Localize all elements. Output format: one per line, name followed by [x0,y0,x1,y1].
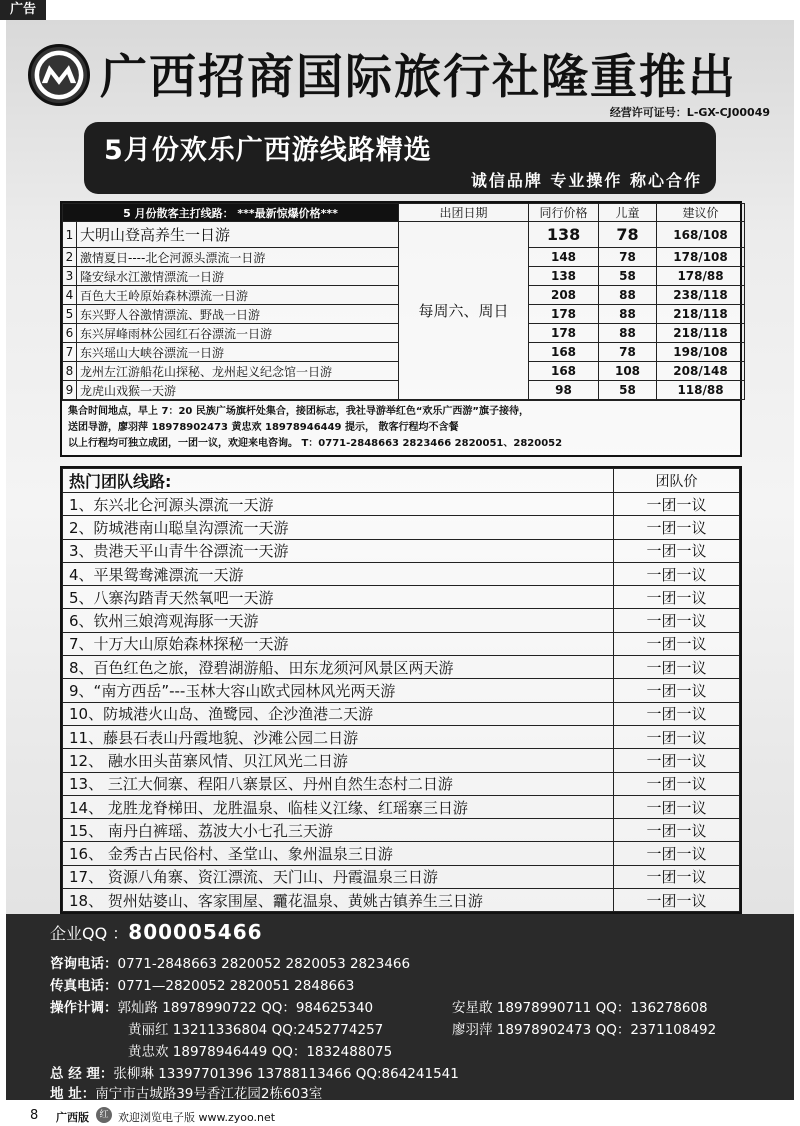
table-row: 17、 资源八角寨、资江漂流、天门山、丹霞温泉三日游 一团一议 [63,865,740,888]
individual-tour-table [60,201,742,457]
banner-title: 5月份欢乐广西游线路精选 [104,135,432,166]
table-row: 4、平果鸳鸯滩漂流一天游 一团一议 [63,562,740,585]
website-link[interactable]: 欢迎浏览电子版 www.zyoo.net [118,1111,276,1124]
table-row: 8、百色红色之旅，澄碧湖游船、田东龙须河风景区两天游 一团一议 [63,656,740,679]
table-row: 16、 金秀古占民俗村、圣堂山、象州温泉三日游 一团一议 [63,842,740,865]
address: 地 址：南宁市古城路39号香江花园2栋603室 [50,1086,323,1102]
note-line: 以上行程均可独立成团，一团一议，欢迎来电咨询。 T：0771-2848663 2823466 2820051、2820052 [68,438,563,449]
table-row: 10、防城港火山岛、渔鹭园、企沙渔港二天游 一团一议 [63,702,740,725]
table-row: 8 龙州左江游船花山探秘、龙州起义纪念馆一日游 168 108 208/148 [63,362,745,381]
page-footer [0,1104,800,1126]
promo-banner [84,122,716,194]
table-row: 9、“南方西岳”---玉林大容山欧式园林风光两天游 一团一议 [63,679,740,702]
table-row: 7、十万大山原始森林探秘一天游 一团一议 [63,632,740,655]
table-row: 6、钦州三娘湾观海豚一天游 一团一议 [63,609,740,632]
table-header-child: 儿童 [599,204,657,222]
table-row: 1、东兴北仑河源头漂流一天游 一团一议 [63,493,740,516]
company-logo-icon [28,44,90,106]
consult-phone: 咨询电话：0771-2848663 2820052 2820053 2823466 [50,956,411,972]
table-row: 7 东兴瑶山大峡谷漂流一日游 168 78 198/108 [63,343,745,362]
table-row: 13、 三江大侗寨、程阳八寨景区、丹州自然生态村二日游 一团一议 [63,772,740,795]
operators-line-2: 黄丽红 13211336804 QQ:2452774257 [128,1022,384,1038]
qq-number: 800005466 [128,920,263,944]
operators-line-3: 黄忠欢 18978946449 QQ：1832488075 [128,1044,393,1060]
table-row: 18、 贺州姑婆山、客家围屋、龗花温泉、黄姚古镇养生三日游 一团一议 [63,889,740,912]
table-row: 5、八寨沟踏青天然氧吧一天游 一团一议 [63,586,740,609]
table-row: 1 大明山登高养生一日游 每周六、周日 138 78 168/108 [63,222,745,248]
table-row: 12、 融水田头苗寨风情、贝江风光二日游 一团一议 [63,749,740,772]
edition-name: 广西版 [56,1111,89,1124]
contact-footer [6,914,794,1100]
operators-line-1: 操作计调：郭灿路 18978990722 QQ：984625340 [50,1000,374,1016]
page-number: 8 [30,1108,39,1123]
table-header-routes: 5 月份散客主打线路： ***最新惊爆价格*** [63,204,399,222]
general-manager: 总 经 理：张柳琳 13397701396 13788113466 QQ:864241541 [50,1066,459,1082]
fax-phone: 传真电话：0771—2820052 2820051 2848663 [50,978,355,994]
banner-slogan: 诚信品牌 专业操作 称心合作 [470,171,702,190]
table-row: 15、 南丹白裤瑶、荔波大小七孔三天游 一团一议 [63,819,740,842]
group-tour-table [60,466,742,914]
table-row: 5 东兴野人谷激情漂流、野战一日游 178 88 218/118 [63,305,745,324]
table-header-suggested-price: 建议价 [657,204,745,222]
company-qq [50,920,263,944]
table-row: 14、 龙胜龙脊梯田、龙胜温泉、临桂义江缘、红瑶寨三日游 一团一议 [63,795,740,818]
note-line: 送团导游，廖羽萍 18978902473 黄忠欢 18978946449 提示， 散客行程均不含餐 [68,422,459,433]
table-row: 11、藤县石表山丹霞地貌、沙滩公园二日游 一团一议 [63,725,740,748]
table-row: 2 激情夏日----北仑河源头漂流一日游 148 78 178/108 [63,248,745,267]
operators-line-2b: 廖羽萍 18978902473 QQ：2371108492 [452,1022,717,1038]
tour-notes [62,400,740,455]
table-header-date: 出团日期 [399,204,529,222]
table-row: 9 龙虎山戏猴一天游 98 58 118/88 [63,381,745,400]
red-badge-icon: 红 [96,1107,112,1123]
ad-tag: 广告 [0,0,46,20]
table-row: 2、防城港南山聪皇沟漂流一天游 一团一议 [63,516,740,539]
table-row: 3、贵港天平山青牛谷漂流一天游 一团一议 [63,539,740,562]
table-row: 3 隆安绿水江激情漂流一日游 138 58 178/88 [63,267,745,286]
departure-date: 每周六、周日 [399,222,529,400]
group-table-header: 热门团队线路: [63,469,614,493]
license-number: 经营许可证号：L-GX-CJ00049 [609,106,770,119]
qq-label: 企业QQ ： [50,924,129,943]
page-title: 广西招商国际旅行社隆重推出 [100,50,737,105]
operators-line-1b: 安星敢 18978990711 QQ：136278608 [452,1000,708,1016]
group-price-header: 团队价 [614,469,740,493]
note-line: 集合时间地点，早上 7：20 民族广场旗杆处集合，接团标志，我社导游举红色“欢乐广西游”旗子接待， [68,406,529,417]
table-header-peer-price: 同行价格 [529,204,599,222]
table-row: 6 东兴屏峰雨林公园红石谷漂流一日游 178 88 218/118 [63,324,745,343]
table-row: 4 百色大王岭原始森林漂流一日游 208 88 238/118 [63,286,745,305]
